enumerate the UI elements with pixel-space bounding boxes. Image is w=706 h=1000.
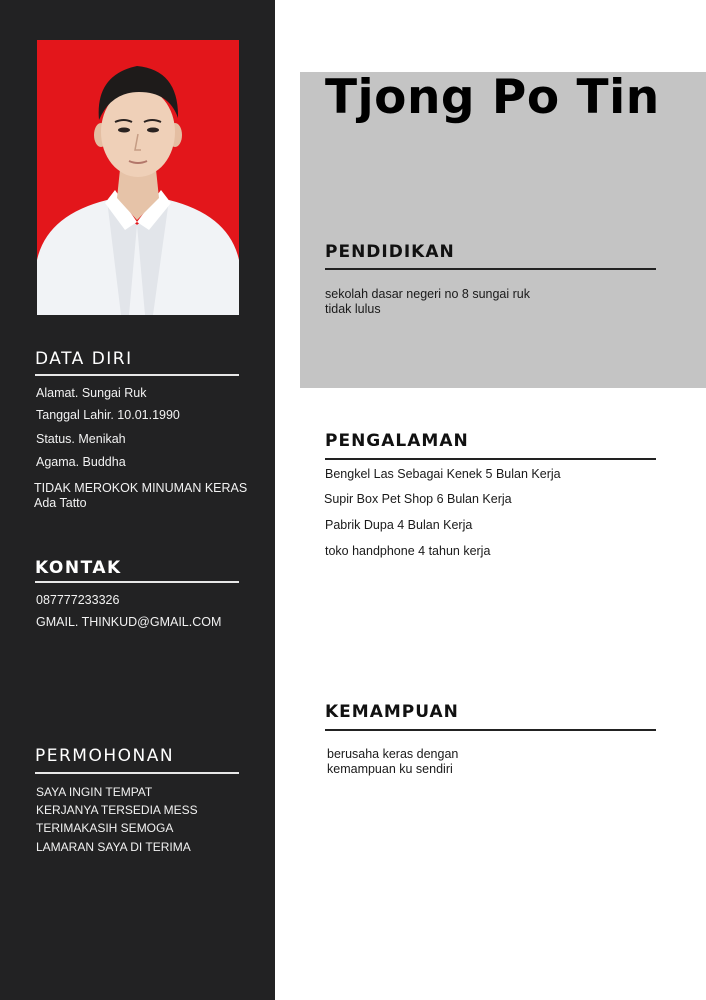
permohonan-divider — [35, 772, 239, 774]
pengalaman-item: Pabrik Dupa 4 Bulan Kerja — [325, 518, 473, 532]
alamat-text: Alamat. Sungai Ruk — [36, 386, 147, 400]
status-text: Status. Menikah — [36, 432, 126, 446]
note-line-1: TIDAK MEROKOK MINUMAN KERAS — [34, 481, 248, 495]
pengalaman-item: Supir Box Pet Shop 6 Bulan Kerja — [324, 492, 512, 506]
pengalaman-item: Bengkel Las Sebagai Kenek 5 Bulan Kerja — [325, 467, 561, 481]
data-diri-heading: DATA DIRI — [35, 349, 133, 369]
permohonan-line: LAMARAN SAYA DI TERIMA — [36, 840, 191, 854]
profile-photo — [37, 40, 239, 315]
kemampuan-divider — [325, 729, 656, 731]
kemampuan-line: berusaha keras dengan — [327, 747, 459, 761]
agama-text: Agama. Buddha — [36, 455, 126, 469]
note-line-2: Ada Tatto — [34, 496, 87, 510]
phone-text: 087777233326 — [36, 593, 120, 607]
permohonan-heading: PERMOHONAN — [35, 746, 175, 766]
kontak-divider — [35, 581, 239, 583]
pendidikan-line: sekolah dasar negeri no 8 sungai ruk — [325, 287, 530, 301]
kemampuan-line: kemampuan ku sendiri — [327, 762, 453, 776]
tanggal-lahir-text: Tanggal Lahir. 10.01.1990 — [36, 408, 180, 422]
pendidikan-line: tidak lulus — [325, 302, 381, 316]
pengalaman-item: toko handphone 4 tahun kerja — [325, 544, 491, 558]
permohonan-line: KERJANYA TERSEDIA MESS — [36, 803, 198, 817]
candidate-name: Tjong Po Tin — [325, 70, 660, 125]
pengalaman-heading: PENGALAMAN — [325, 431, 469, 451]
pendidikan-heading: PENDIDIKAN — [325, 242, 455, 262]
pengalaman-divider — [325, 458, 656, 460]
kemampuan-heading: KEMAMPUAN — [325, 702, 459, 722]
pendidikan-divider — [325, 268, 656, 270]
email-text: GMAIL. THINKUD@GMAIL.COM — [36, 615, 222, 629]
permohonan-line: SAYA INGIN TEMPAT — [36, 785, 153, 799]
data-diri-divider — [35, 374, 239, 376]
permohonan-line: TERIMAKASIH SEMOGA — [36, 821, 174, 835]
kontak-heading: KONTAK — [35, 558, 122, 578]
